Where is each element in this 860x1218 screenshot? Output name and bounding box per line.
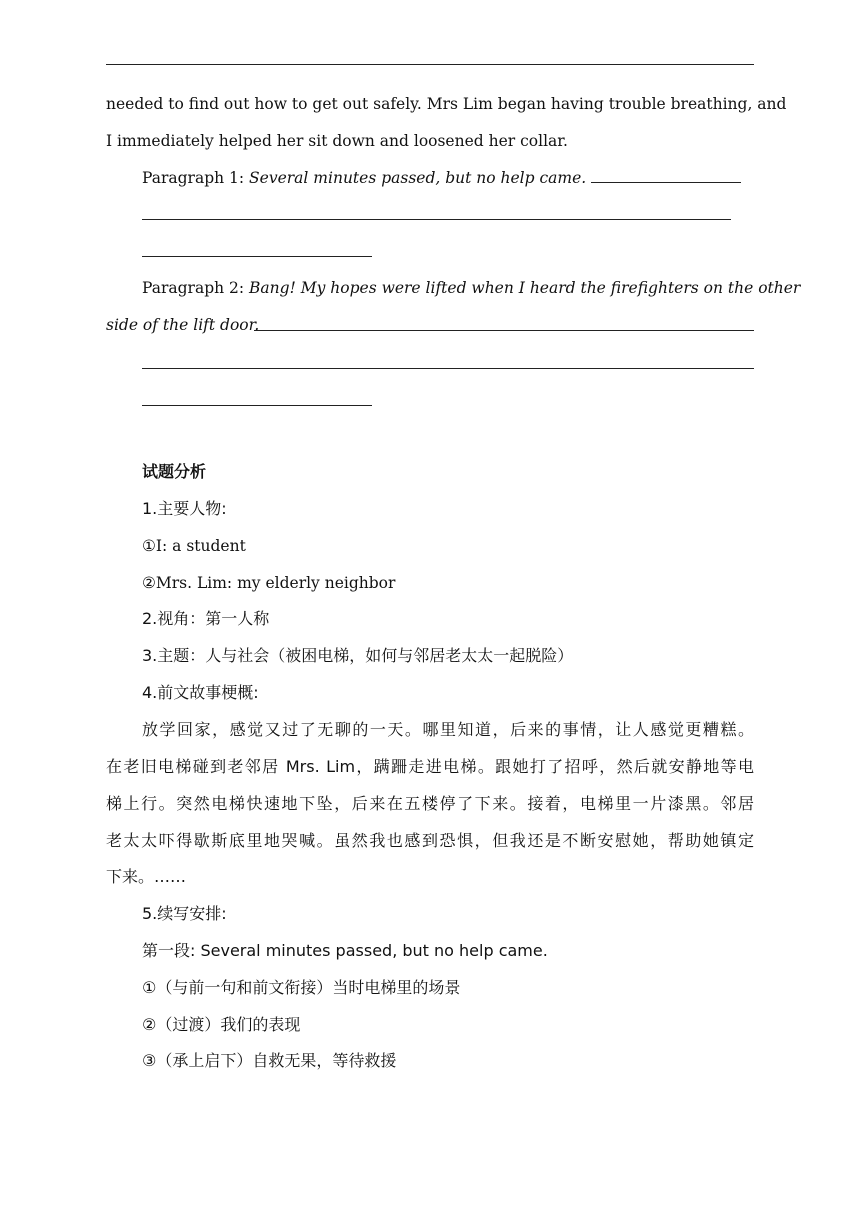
paragraph1-label: Paragraph 1:	[142, 169, 250, 187]
character-1: ①I: a student	[142, 537, 246, 555]
summary-line-4: 老太太吓得歇斯底里地哭喊。虽然我也感到恐惧，但我还是不断安慰她，帮助她镇定	[106, 831, 754, 850]
characters-heading: 1.主要人物:	[142, 499, 227, 518]
paragraph2-label: Paragraph 2:	[142, 279, 250, 297]
summary-line-5: 下来。……	[106, 867, 187, 886]
paragraph2-opening-line-1: Bang! My hopes were lifted when I heard the firefighters on the other	[249, 279, 801, 297]
summary-heading: 4.前文故事梗概:	[142, 683, 259, 702]
paragraph2-blank-line-1[interactable]	[142, 368, 754, 369]
paragraph1-blank-inline[interactable]	[591, 168, 741, 183]
character-2: ②Mrs. Lim: my elderly neighbor	[142, 574, 396, 592]
paragraph2-opening-line-2: side of the lift door.	[106, 316, 260, 334]
prior-text-line-1: needed to find out how to get out safely. Mrs Lim began having trouble breathing, and	[106, 95, 787, 113]
paragraph1-blank-line-1[interactable]	[142, 219, 731, 220]
prior-text-line-2: I immediately helped her sit down and loosened her collar.	[106, 132, 568, 150]
paragraph1-blank-line-2[interactable]	[142, 256, 372, 257]
plan-heading: 5.续写安排:	[142, 904, 227, 923]
plan-paragraph-1: 第一段: Several minutes passed, but no help came.	[142, 941, 548, 960]
analysis-heading: 试题分析	[142, 462, 207, 481]
plan-item-2: ②（过渡）我们的表现	[142, 1015, 301, 1034]
top-rule	[106, 64, 754, 65]
summary-line-2: 在老旧电梯碰到老邻居 Mrs. Lim，蹒跚走进电梯。跟她打了招呼，然后就安静地等电	[106, 757, 754, 776]
paragraph2-blank-inline[interactable]	[254, 330, 754, 331]
paragraph2-prompt-line-2	[106, 315, 754, 335]
summary-line-1: 放学回家，感觉又过了无聊的一天。哪里知道，后来的事情，让人感觉更糟糕。	[142, 720, 754, 739]
plan-item-3: ③（承上启下）自救无果，等待救援	[142, 1051, 397, 1070]
paragraph1-prompt	[142, 168, 754, 188]
summary-line-3: 梯上行。突然电梯快速地下坠，后来在五楼停了下来。接着，电梯里一片漆黑。邻居	[106, 794, 754, 813]
paragraph2-prompt-line-1	[142, 278, 801, 298]
paragraph2-blank-line-2[interactable]	[142, 405, 372, 406]
perspective: 2.视角：第一人称	[142, 609, 270, 628]
plan-item-1: ①（与前一句和前文衔接）当时电梯里的场景	[142, 978, 461, 997]
paragraph1-opening: Several minutes passed, but no help came.	[249, 169, 587, 187]
theme: 3.主题：人与社会（被困电梯，如何与邻居老太太一起脱险）	[142, 646, 574, 665]
